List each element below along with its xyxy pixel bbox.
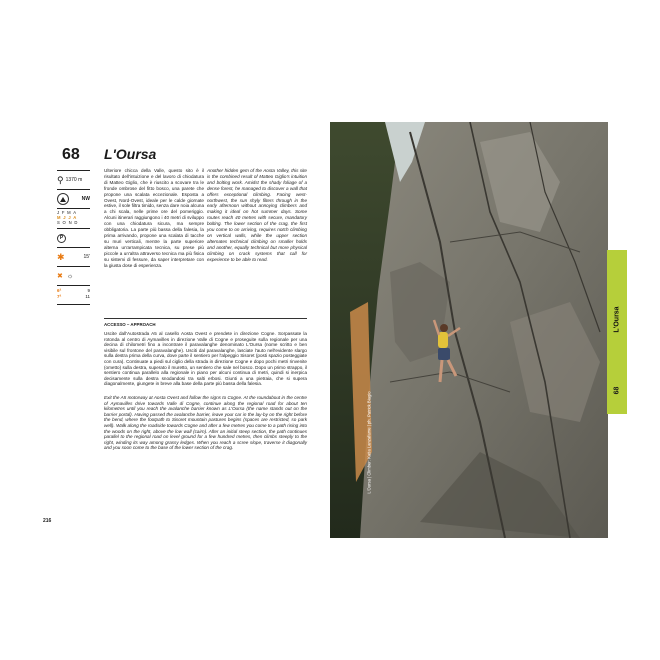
chapter-tab-number: 68 — [613, 386, 621, 395]
rock-wall-illustration — [330, 122, 608, 538]
kids-icon: ✖ — [57, 273, 63, 280]
photo-credit: L'Oursa | Climber: Katia Lanzafame | ph. Patrick Biagio — [366, 391, 372, 494]
season-row — [57, 208, 90, 228]
parking-row — [57, 228, 90, 247]
intro-english: Another hidden gem of the Aosta Valley, this site is the combined result of Matteo Giglio's intuition and bolting work. Amidst the shady foliage of a dense forest, he managed to discover a wall that offers exceptional climbing. Facing west-northwest, the sun shyly filters through in the early afternoon without annoying climbers and making it ideal on hot summer days. Some routes reach 40 metres with secure, mandatory bolting. The lower section of the crag, the first you come to on arriving, requires notch climbing on vertical walls, while the upper section alternates technical climbing on smaller holds and another, equally technical but more physical climbing on crack systems that call for experience to be able to read. — [207, 168, 307, 262]
page-folio: 216 — [43, 518, 52, 524]
access-english: Exit the A5 motorway at Aosta Ovest and follow the signs to Cogne. At the roundabout in the centre of Aymavilles drive towards Valle di Cogne, continue along the regional road for about ten kilometres until you reach the avalanche barrier known as L'Oursa (the name stands out on the barrier portal). Having passed the avalanche barrier, leave your car in the lay-by on the right before the bend, where the footpath to Sisoret mountain pastures begins (spaces are restricted, so park well). Walk along the roadside towards Cogne and after a few metres you come to a path rising into the woods on the right, above the low wall (cairn). After an initial steep section, the path continues parallel to the regional road on level ground for a few hundred metres, then climbs steeply to the right, winding its way among grassy ledges. When you reach a scree slope, traverse it diagonally and you soon come to the base of the lower section of the crag. — [104, 394, 307, 451]
parking-icon: P — [57, 234, 66, 243]
grade-count: 9 — [87, 288, 90, 293]
intro-italian: Ulteriore chicca della Valle, questo sito è il risultato dell'intuizione e del lavoro di chiodatura di Matteo Giglio, che è riuscito a scovare tra le fronde ombrose del fitto bosco, una parete che propone una scalata eccezionale. Esposta a Ovest, Nord-Ovest, ideale per le calde giornate estive, il sole filtra timido, senza dare noia alcuna a chi scala, nelle prime ore del pomeriggio. Alcuni itinerari raggiungono i 40 metri di sviluppo con una chiodatura sicura, ma sempre obbligatoria. La parte più bassa della falesia, la prima arrivando, propone una scalata di tacche su muri verticali, mentre la parte superiore alterna un'arrampicata tecnica, su prese più piccole a un'altra attraverso tecnica ma più fisica su sistemi di fessure, da saper interpretare con la giusta dose di esperienza. — [104, 168, 204, 268]
approach-time: 15' — [83, 254, 90, 260]
shade-icon: ☼ — [66, 272, 74, 280]
features-row — [57, 266, 90, 285]
months-row-1: J F M A — [57, 210, 77, 215]
months-row-3: S O N D — [57, 220, 79, 225]
info-sidebar — [57, 170, 90, 305]
orientation-row — [57, 189, 90, 208]
compass-icon — [57, 193, 69, 205]
crag-title: L'Oursa — [104, 146, 157, 162]
approach-row — [57, 247, 90, 266]
access-heading: ACCESSO – APPROACH — [104, 322, 156, 327]
altitude-pin-icon: ⚲ — [57, 174, 64, 185]
altitude-value: 1370 m — [65, 177, 83, 183]
climbing-photo — [330, 122, 608, 538]
grades-table — [57, 288, 90, 300]
hiker-icon: ✱ — [57, 251, 65, 262]
chapter-tab-label: L'Oursa — [613, 306, 621, 333]
grade-label: 7ª — [57, 294, 62, 299]
grades-row — [57, 285, 90, 305]
months-row-2: M J J A — [57, 215, 78, 220]
grade-label: 6ª — [57, 288, 62, 293]
altitude-row — [57, 170, 90, 189]
grade-count: 11 — [85, 294, 90, 299]
crag-number: 68 — [62, 146, 80, 163]
access-section — [104, 318, 307, 451]
access-italian: Uscite dall'Autostrada A5 al casello Aosta Ovest e prendete in direzione Cogne. Sorpassate la rotonda al centro di Aymavilles in direzione Valle di Cogne e proseguite sulla regionale per una decina di chilometri fino a incontrare il paravalanghe denominato L'Oursa (nome scritto e ben visibile sul frontone del paravalanghe). Usciti dal paravalanghe, lasciate l'auto nell'evidente slargo sulla destra prima della curva, dove parte il sentiero per l'alpeggio Sisoret (posti spazio posteggiate con cura). Continuate a piedi sul ciglio della strada in direzione Cogne e dopo pochi metri rinvenite (ometto) sulla destra, superato il muretto, un sentiero che sale nel bosco. Dopo un primo strappo, il sentiero continua parallelo alla regionale in piano per alcuni continua di metri, quindi si inerpica decisamente sulla destra snodandosi tra salti erbosi. Giunti a una pietraia, che si supera diagonalmente, giungete in breve alla base della parte più bassa della falesia. — [104, 331, 307, 387]
orientation-value: NW — [81, 196, 90, 202]
